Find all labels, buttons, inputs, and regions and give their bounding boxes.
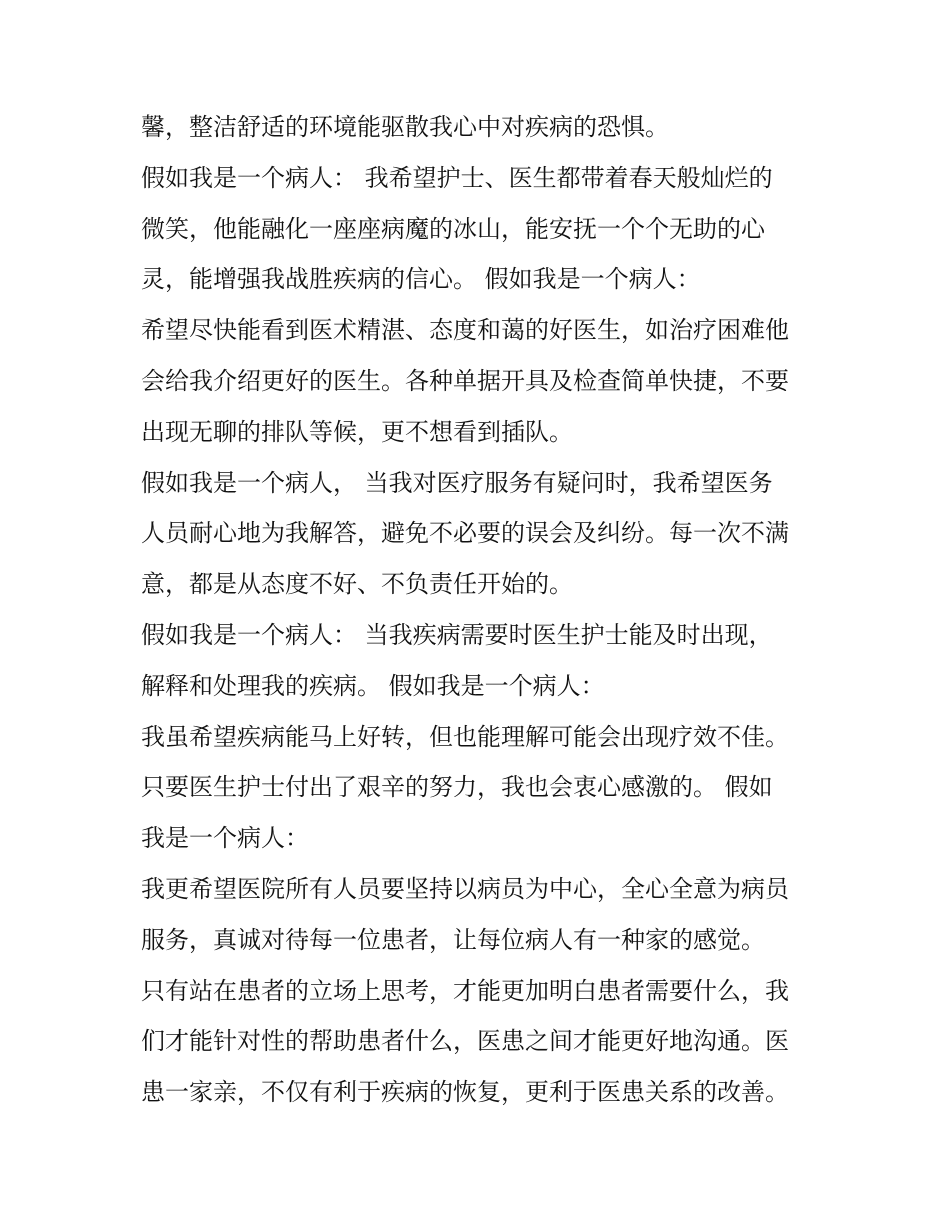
text-line-19: 们才能针对性的帮助患者什么，医患之间才能更好地沟通。医: [141, 1027, 789, 1056]
text-line-2: 假如我是一个病人： 我希望护士、医生都带着春天般灿烂的: [141, 163, 773, 192]
text-line-15: 我是一个病人：: [141, 824, 309, 853]
text-line-4: 灵，能增强我战胜疾病的信心。 假如我是一个病人：: [141, 265, 701, 294]
text-line-5: 希望尽快能看到医术精湛、态度和蔼的好医生，如治疗困难他: [141, 316, 789, 345]
text-line-10: 意，都是从态度不好、不负责任开始的。: [141, 570, 573, 599]
text-line-1: 馨，整洁舒适的环境能驱散我心中对疾病的恐惧。: [141, 113, 669, 141]
body-text: [141, 108, 821, 1124]
text-line-18: 只有站在患者的立场上思考，才能更加明白患者需要什么，我: [141, 976, 789, 1005]
text-line-7: 出现无聊的排队等候，更不想看到插队。: [141, 417, 573, 446]
text-line-16: 我更希望医院所有人员要坚持以病员为中心，全心全意为病员: [141, 874, 789, 903]
text-line-13: 我虽希望疾病能马上好转，但也能理解可能会出现疗效不佳。: [141, 722, 789, 751]
text-line-11: 假如我是一个病人： 当我疾病需要时医生护士能及时出现，: [141, 620, 773, 649]
text-line-3: 微笑，他能融化一座座病魔的冰山，能安抚一个个无助的心: [141, 214, 765, 243]
text-line-6: 会给我介绍更好的医生。各种单据开具及检查简单快捷，不要: [141, 366, 789, 395]
text-line-20: 患一家亲，不仅有利于疾病的恢复，更利于医患关系的改善。: [141, 1078, 789, 1107]
text-line-17: 服务，真诚对待每一位患者，让每位病人有一种家的感觉。: [141, 925, 765, 954]
text-line-8: 假如我是一个病人， 当我对医疗服务有疑问时，我希望医务: [141, 468, 773, 497]
text-line-9: 人员耐心地为我解答，避免不必要的误会及纠纷。每一次不满: [141, 519, 789, 548]
text-line-14: 只要医生护士付出了艰辛的努力，我也会衷心感激的。 假如: [141, 773, 773, 802]
text-line-12: 解释和处理我的疾病。 假如我是一个病人：: [141, 671, 605, 700]
